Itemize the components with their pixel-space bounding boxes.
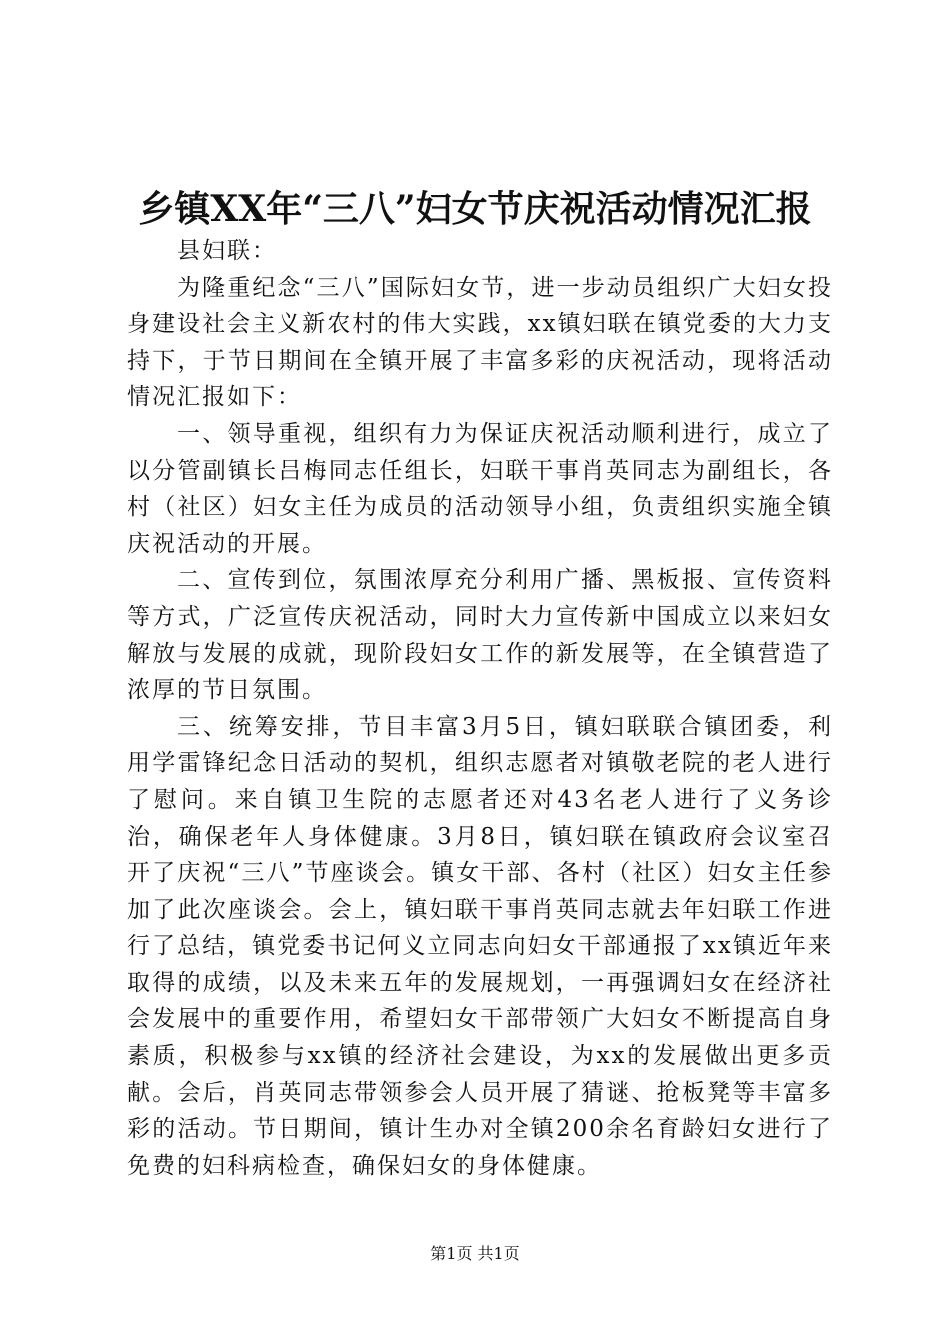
document-title: 乡镇XX年“三八”妇女节庆祝活动情况汇报 [138,188,812,230]
document-body [127,233,833,1184]
paragraph-leadership: 一、领导重视，组织有力为保证庆祝活动顺利进行，成立了以分管副镇长吕梅同志任组长，妇联干事肖英同志为副组长，各村（社区）妇女主任为成员的活动领导小组，负责组织实施全镇庆祝活动的开展。 [127,420,833,557]
paragraph-activities: 三、统筹安排，节目丰富3月5日，镇妇联联合镇团委，利用学雷锋纪念日活动的契机，组织志愿者对镇敬老院的老人进行了慰问。来自镇卫生院的志愿者还对43名老人进行了义务诊治，确保老年人身体健康。3月8日，镇妇联在镇政府会议室召开了庆祝“三八”节座谈会。镇女干部、各村（社区）妇女主任参加了此次座谈会。会上，镇妇联干事肖英同志就去年妇联工作进行了总结，镇党委书记何义立同志向妇女干部通报了xx镇近年来取得的成绩，以及未来五年的发展规划，一再强调妇女在经济社会发展中的重要作用，希望妇女干部带领广大妇女不断提高自身素质，积极参与xx镇的经济社会建设，为xx的发展做出更多贡献。会后，肖英同志带领参会人员开展了猜谜、抢板凳等丰富多彩的活动。节日期间，镇计生办对全镇200余名育龄妇女进行了免费的妇科病检查，确保妇女的身体健康。 [127,713,833,1179]
salutation: 县妇联： [177,238,277,264]
page-number-footer: 第1页 共1页 [430,1244,520,1263]
paragraph-intro: 为隆重纪念“三八”国际妇女节，进一步动员组织广大妇女投身建设社会主义新农村的伟大实践，xx镇妇联在镇党委的大力支持下，于节日期间在全镇开展了丰富多彩的庆祝活动，现将活动情况汇报如下： [127,274,833,411]
paragraph-publicity: 二、宣传到位，氛围浓厚充分利用广播、黑板报、宣传资料等方式，广泛宣传庆祝活动，同时大力宣传新中国成立以来妇女解放与发展的成就，现阶段妇女工作的新发展等，在全镇营造了浓厚的节日氛围。 [127,567,833,704]
